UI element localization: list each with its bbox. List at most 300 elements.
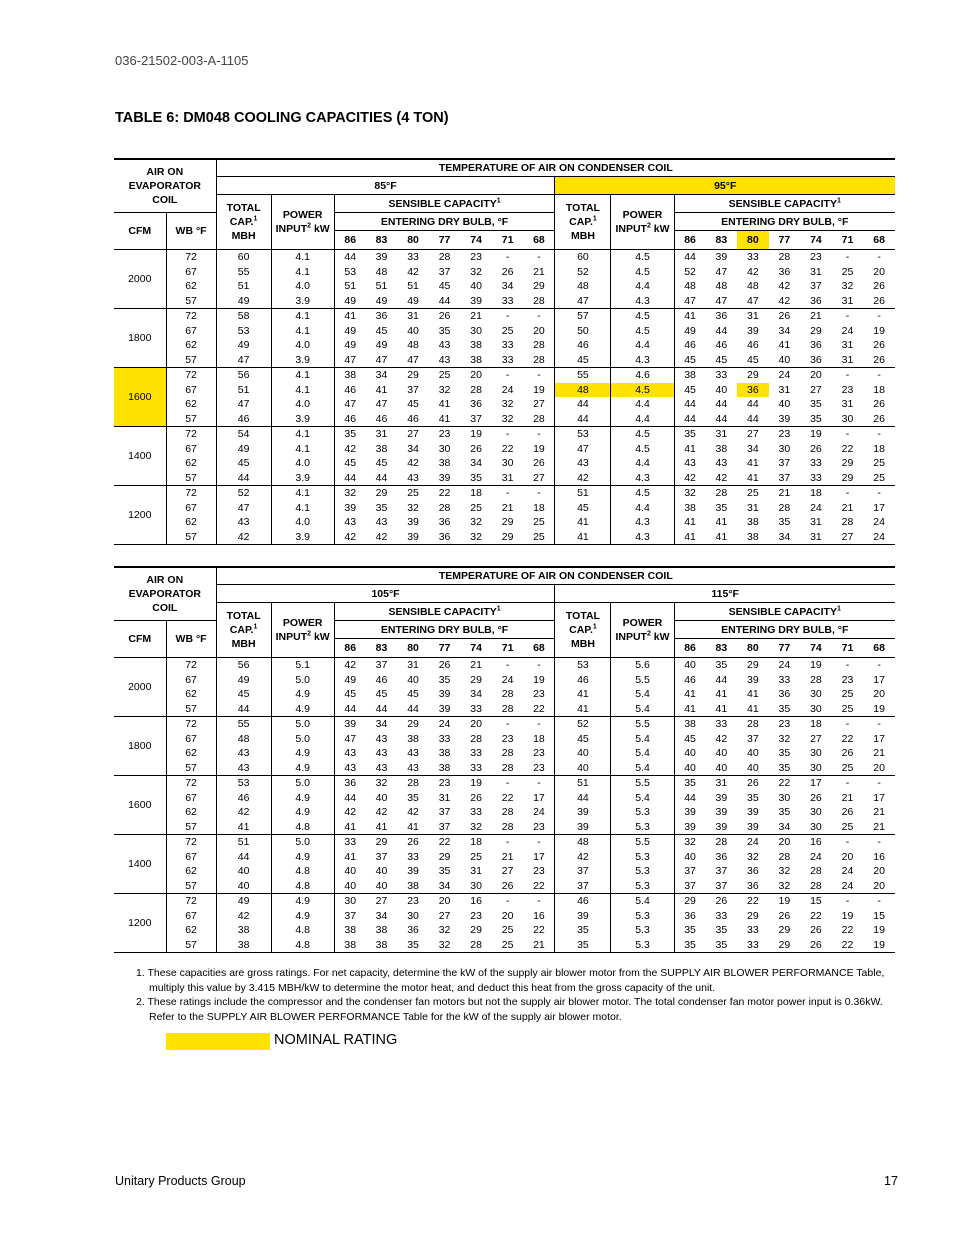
value-cell: 4.1: [271, 427, 334, 442]
value-cell: 20: [501, 909, 514, 922]
wb-cell: 62: [166, 456, 216, 471]
db-col-b-5: 71: [832, 639, 864, 658]
value-cell: 4.5: [611, 250, 674, 265]
value-cell: 23: [429, 776, 461, 791]
value-cell: 46: [555, 673, 611, 688]
table-row: [114, 279, 895, 294]
value-cell: 35: [715, 501, 728, 514]
value-cell: 45: [674, 353, 706, 368]
table-row: [114, 353, 895, 368]
value-cell: 39: [555, 805, 611, 820]
value-cell: 27: [533, 398, 545, 411]
value-cell: -: [523, 368, 555, 383]
table-row: [114, 397, 895, 412]
condenser-temp-header: TEMPERATURE OF AIR ON CONDENSER COIL: [216, 159, 895, 177]
value-cell: -: [505, 251, 510, 264]
value-cell: 38: [470, 339, 482, 352]
value-cell: 43: [216, 746, 271, 761]
value-cell: 4.1: [271, 368, 334, 383]
value-cell: 26: [873, 412, 885, 425]
value-cell: 23: [470, 909, 482, 922]
value-cell: 28: [501, 820, 514, 833]
value-cell: 19: [533, 442, 545, 455]
value-cell: 33: [706, 368, 738, 383]
value-cell: 48: [555, 383, 611, 398]
value-cell: 34: [407, 442, 419, 455]
db-col-a-0: 86: [334, 231, 366, 250]
value-cell: 25: [501, 924, 514, 937]
table-row: [114, 486, 895, 501]
value-cell: 25: [429, 368, 461, 383]
value-cell: 23: [533, 865, 545, 878]
value-cell: 4.9: [271, 909, 334, 924]
value-cell: 35: [375, 501, 388, 514]
value-cell: 5.3: [611, 820, 674, 835]
value-cell: 42: [216, 805, 271, 820]
value-cell: 35: [438, 865, 451, 878]
value-cell: 38: [407, 732, 419, 745]
wb-cell: 72: [166, 894, 216, 909]
value-cell: 40: [375, 879, 388, 892]
value-cell: 17: [533, 850, 545, 863]
value-cell: 19: [841, 909, 854, 922]
value-cell: -: [832, 776, 864, 791]
value-cell: 37: [715, 865, 728, 878]
value-cell: 42: [334, 530, 366, 545]
db-col-b-2: 80: [737, 639, 769, 658]
value-cell: 46: [216, 791, 271, 806]
cfm-cell: 1200: [114, 486, 166, 545]
value-cell: 28: [778, 251, 791, 264]
value-cell: 35: [407, 791, 419, 804]
value-cell: 5.0: [271, 835, 334, 850]
value-cell: 38: [334, 923, 366, 938]
air-on-evaporator-header: AIR ON EVAPORATOR COIL: [114, 159, 216, 213]
value-cell: 32: [438, 924, 451, 937]
value-cell: 44: [375, 702, 388, 715]
value-cell: 24: [429, 717, 461, 732]
value-cell: 44: [674, 250, 706, 265]
value-cell: 44: [216, 702, 271, 717]
value-cell: 51: [216, 383, 271, 398]
wb-cell: 72: [166, 309, 216, 324]
value-cell: 44: [715, 673, 728, 686]
entering-dry-bulb-header-a: ENTERING DRY BULB, °F: [334, 213, 555, 231]
value-cell: 26: [397, 835, 429, 850]
table-row: [114, 702, 895, 717]
value-cell: 24: [873, 516, 885, 529]
table-title: TABLE 6: DM048 COOLING CAPACITIES (4 TON): [115, 110, 449, 126]
value-cell: 4.4: [611, 279, 674, 294]
value-cell: 33: [706, 717, 738, 732]
wb-cell: 72: [166, 658, 216, 673]
table-row: [114, 250, 895, 265]
value-cell: 33: [747, 251, 759, 264]
value-cell: 43: [216, 761, 271, 776]
value-cell: 49: [216, 673, 271, 688]
value-cell: 52: [555, 265, 611, 280]
value-cell: 42: [366, 530, 398, 545]
value-cell: 15: [800, 894, 832, 909]
value-cell: 36: [407, 924, 419, 937]
db-col-a-5: 71: [492, 639, 524, 658]
value-cell: 26: [841, 806, 854, 819]
cfm-cell: 1600: [114, 776, 166, 835]
total-cap-header-b: TOTAL CAP.$^1$ MBH: [555, 603, 611, 658]
value-cell: 45: [555, 501, 611, 516]
total-cap-header-b: TOTAL CAP.$^1$ MBH: [555, 195, 611, 250]
value-cell: 35: [715, 924, 728, 937]
wb-cell: 72: [166, 368, 216, 383]
value-cell: 49: [674, 324, 706, 339]
value-cell: 36: [706, 309, 738, 324]
table-row: [114, 835, 895, 850]
value-cell: 43: [375, 747, 388, 760]
value-cell: 40: [375, 791, 388, 804]
value-cell: 21: [841, 501, 854, 514]
value-cell: 51: [216, 279, 271, 294]
value-cell: 39: [747, 324, 759, 337]
value-cell: 31: [800, 530, 832, 545]
value-cell: 36: [366, 309, 398, 324]
value-cell: 43: [407, 761, 419, 774]
value-cell: 29: [533, 280, 545, 293]
value-cell: 44: [674, 397, 706, 412]
power-input-header-b: POWER INPUT$^2$ kW: [611, 195, 674, 250]
cfm-cell: 2000: [128, 273, 152, 285]
value-cell: 26: [706, 894, 738, 909]
value-cell: 60: [555, 250, 611, 265]
value-cell: 28: [706, 835, 738, 850]
value-cell: 53: [334, 265, 366, 280]
value-cell: -: [863, 368, 895, 383]
sensible-capacity-header-a: SENSIBLE CAPACITY$^1$: [334, 603, 555, 621]
table-row: [114, 324, 895, 339]
value-cell: 39: [555, 820, 611, 835]
value-cell: 52: [216, 486, 271, 501]
value-cell: 4.1: [271, 486, 334, 501]
value-cell: -: [523, 835, 555, 850]
value-cell: 37: [407, 383, 419, 396]
value-cell: 4.1: [271, 265, 334, 280]
capacity-table-105-115: [114, 566, 895, 953]
wb-header: WB °F: [166, 213, 216, 250]
db-col-a-0: 86: [334, 639, 366, 658]
value-cell: 41: [778, 339, 791, 352]
value-cell: 49: [334, 338, 366, 353]
value-cell: 39: [470, 294, 482, 307]
capacity-table-85-95: [114, 158, 895, 545]
value-cell: 31: [470, 865, 482, 878]
value-cell: 42: [407, 265, 419, 278]
value-cell: 39: [715, 791, 728, 804]
value-cell: 5.0: [271, 732, 334, 747]
value-cell: 35: [706, 938, 738, 953]
wb-cell: 62: [166, 397, 216, 412]
value-cell: 21: [523, 938, 555, 953]
value-cell: 28: [706, 486, 738, 501]
value-cell: 42: [334, 442, 366, 457]
wb-cell: 72: [166, 250, 216, 265]
value-cell: 17: [873, 732, 885, 745]
value-cell: 36: [429, 530, 461, 545]
value-cell: 17: [873, 673, 885, 686]
value-cell: 4.3: [611, 353, 674, 368]
value-cell: 39: [555, 909, 611, 924]
value-cell: 20: [769, 835, 801, 850]
value-cell: 34: [366, 368, 398, 383]
value-cell: 53: [555, 658, 611, 673]
value-cell: -: [832, 894, 864, 909]
value-cell: 40: [334, 864, 366, 879]
value-cell: 26: [873, 353, 885, 366]
value-cell: 46: [334, 412, 366, 427]
value-cell: 19: [460, 776, 492, 791]
value-cell: 20: [873, 688, 885, 701]
value-cell: 41: [747, 471, 759, 484]
value-cell: 42: [715, 471, 728, 484]
value-cell: 42: [334, 805, 366, 820]
wb-cell: 57: [166, 294, 216, 309]
value-cell: 32: [429, 938, 461, 953]
legend-label: NOMINAL RATING: [274, 1032, 398, 1048]
value-cell: 24: [841, 879, 854, 892]
value-cell: 45: [555, 353, 611, 368]
value-cell: 39: [778, 412, 791, 425]
value-cell: 20: [873, 879, 885, 892]
value-cell: 34: [470, 457, 482, 470]
value-cell: 21: [501, 501, 514, 514]
value-cell: 40: [674, 761, 706, 776]
table-row: [114, 894, 895, 909]
value-cell: 18: [533, 732, 545, 745]
value-cell: 5.4: [611, 746, 674, 761]
value-cell: 53: [216, 776, 271, 791]
value-cell: 4.9: [271, 687, 334, 702]
value-cell: 45: [407, 398, 419, 411]
value-cell: 37: [715, 879, 728, 892]
cfm-cell: 1800: [114, 717, 166, 776]
value-cell: 29: [747, 659, 759, 672]
value-cell: 41: [555, 530, 611, 545]
value-cell: 22: [429, 486, 461, 501]
value-cell: 40: [216, 864, 271, 879]
value-cell: 26: [778, 909, 791, 922]
value-cell: -: [523, 717, 555, 732]
sensible-capacity-header-b: SENSIBLE CAPACITY$^1$: [674, 195, 895, 213]
value-cell: 4.8: [271, 820, 334, 835]
value-cell: 5.3: [611, 850, 674, 865]
value-cell: 22: [501, 791, 514, 804]
value-cell: 37: [470, 412, 482, 425]
value-cell: -: [492, 309, 524, 324]
value-cell: 40: [470, 280, 482, 293]
value-cell: 38: [334, 368, 366, 383]
value-cell: 43: [407, 747, 419, 760]
value-cell: 45: [715, 353, 728, 366]
value-cell: 47: [407, 353, 419, 366]
value-cell: 23: [533, 761, 545, 774]
value-cell: 19: [863, 938, 895, 953]
value-cell: 40: [715, 383, 728, 396]
value-cell: 42: [407, 457, 419, 470]
value-cell: 31: [737, 309, 769, 324]
value-cell: 46: [715, 339, 728, 352]
value-cell: -: [863, 835, 895, 850]
value-cell: 38: [438, 457, 451, 470]
value-cell: 31: [747, 501, 759, 514]
value-cell: -: [877, 251, 881, 264]
value-cell: -: [523, 486, 555, 501]
condenser-temp-header: TEMPERATURE OF AIR ON CONDENSER COIL: [216, 567, 895, 585]
value-cell: 46: [674, 338, 706, 353]
value-cell: 37: [674, 879, 706, 894]
value-cell: 36: [810, 353, 822, 366]
value-cell: 26: [810, 791, 822, 804]
value-cell: 4.3: [611, 471, 674, 486]
value-cell: 45: [216, 456, 271, 471]
value-cell: 41: [674, 687, 706, 702]
value-cell: 45: [555, 732, 611, 747]
value-cell: -: [832, 717, 864, 732]
table-row: [114, 471, 895, 486]
value-cell: 44: [555, 397, 611, 412]
value-cell: 27: [832, 530, 864, 545]
value-cell: 28: [501, 761, 514, 774]
value-cell: 25: [841, 820, 854, 833]
value-cell: 34: [769, 530, 801, 545]
value-cell: 4.5: [611, 383, 674, 398]
value-cell: 26: [533, 457, 545, 470]
value-cell: 25: [841, 265, 854, 278]
table-row: [114, 687, 895, 702]
db-col-b-1: 83: [706, 639, 738, 658]
value-cell: 41: [334, 309, 366, 324]
value-cell: 27: [810, 732, 822, 745]
value-cell: 47: [674, 294, 706, 309]
table-row: [114, 530, 895, 545]
db-col-a-1: 83: [366, 231, 398, 250]
value-cell: 38: [470, 353, 482, 366]
wb-cell: 57: [166, 820, 216, 835]
value-cell: 33: [810, 471, 822, 484]
db-col-b-0: 86: [674, 231, 706, 250]
value-cell: 34: [375, 909, 388, 922]
value-cell: 31: [706, 776, 738, 791]
value-cell: -: [523, 427, 555, 442]
value-cell: 35: [674, 427, 706, 442]
value-cell: 22: [832, 938, 864, 953]
wb-cell: 62: [166, 515, 216, 530]
value-cell: 52: [674, 265, 706, 280]
value-cell: 28: [501, 806, 514, 819]
value-cell: 28: [533, 294, 545, 307]
value-cell: 4.5: [611, 486, 674, 501]
value-cell: 38: [407, 879, 419, 892]
value-cell: 35: [438, 324, 451, 337]
value-cell: 41: [438, 412, 451, 425]
value-cell: 46: [334, 383, 366, 398]
value-cell: 23: [533, 820, 545, 833]
value-cell: 40: [747, 747, 759, 760]
value-cell: 32: [460, 530, 492, 545]
value-cell: 41: [747, 702, 759, 715]
value-cell: 48: [747, 280, 759, 293]
value-cell: 30: [810, 747, 822, 760]
table-row: [114, 864, 895, 879]
value-cell: 27: [366, 894, 398, 909]
value-cell: 4.5: [611, 442, 674, 457]
value-cell: 27: [533, 471, 545, 484]
value-cell: 28: [778, 501, 791, 514]
value-cell: -: [863, 717, 895, 732]
value-cell: 41: [438, 398, 451, 411]
value-cell: 47: [747, 294, 759, 307]
value-cell: 44: [555, 412, 611, 427]
value-cell: 46: [555, 894, 611, 909]
value-cell: 41: [674, 530, 706, 545]
value-cell: 41: [747, 688, 759, 701]
value-cell: 42: [555, 850, 611, 865]
value-cell: 24: [778, 659, 791, 672]
value-cell: 31: [841, 398, 854, 411]
value-cell: 44: [407, 702, 419, 715]
wb-cell: 72: [166, 427, 216, 442]
entering-dry-bulb-header-a: ENTERING DRY BULB, °F: [334, 621, 555, 639]
value-cell: 22: [533, 924, 545, 937]
value-cell: 4.9: [271, 702, 334, 717]
value-cell: 35: [778, 516, 791, 529]
value-cell: 53: [555, 427, 611, 442]
table-row: [114, 732, 895, 747]
value-cell: 41: [706, 530, 738, 545]
footer-company: Unitary Products Group: [115, 1174, 246, 1188]
value-cell: 30: [334, 894, 366, 909]
value-cell: 37: [747, 732, 759, 745]
value-cell: 4.9: [271, 850, 334, 865]
db-col-b-2: 80: [737, 231, 769, 250]
value-cell: 39: [397, 530, 429, 545]
cfm-cell: 2000: [128, 681, 152, 693]
value-cell: -: [492, 835, 524, 850]
value-cell: 33: [470, 702, 482, 715]
value-cell: 35: [810, 412, 822, 425]
value-cell: 19: [533, 673, 545, 686]
value-cell: -: [832, 835, 864, 850]
value-cell: 21: [841, 791, 854, 804]
cfm-cell: 1200: [114, 894, 166, 953]
value-cell: 18: [800, 486, 832, 501]
value-cell: 32: [501, 398, 514, 411]
value-cell: 35: [715, 659, 728, 672]
value-cell: 42: [334, 658, 366, 673]
value-cell: 35: [778, 806, 791, 819]
value-cell: 28: [737, 717, 769, 732]
value-cell: 22: [769, 776, 801, 791]
value-cell: 25: [841, 688, 854, 701]
value-cell: 4.9: [271, 746, 334, 761]
value-cell: 4.4: [611, 397, 674, 412]
value-cell: 39: [407, 516, 419, 529]
value-cell: 44: [715, 412, 728, 425]
value-cell: 3.9: [271, 353, 334, 368]
wb-cell: 62: [166, 805, 216, 820]
table-row: [114, 309, 895, 324]
value-cell: 4.0: [271, 515, 334, 530]
value-cell: 28: [533, 353, 545, 366]
value-cell: 35: [555, 923, 611, 938]
value-cell: 25: [841, 761, 854, 774]
